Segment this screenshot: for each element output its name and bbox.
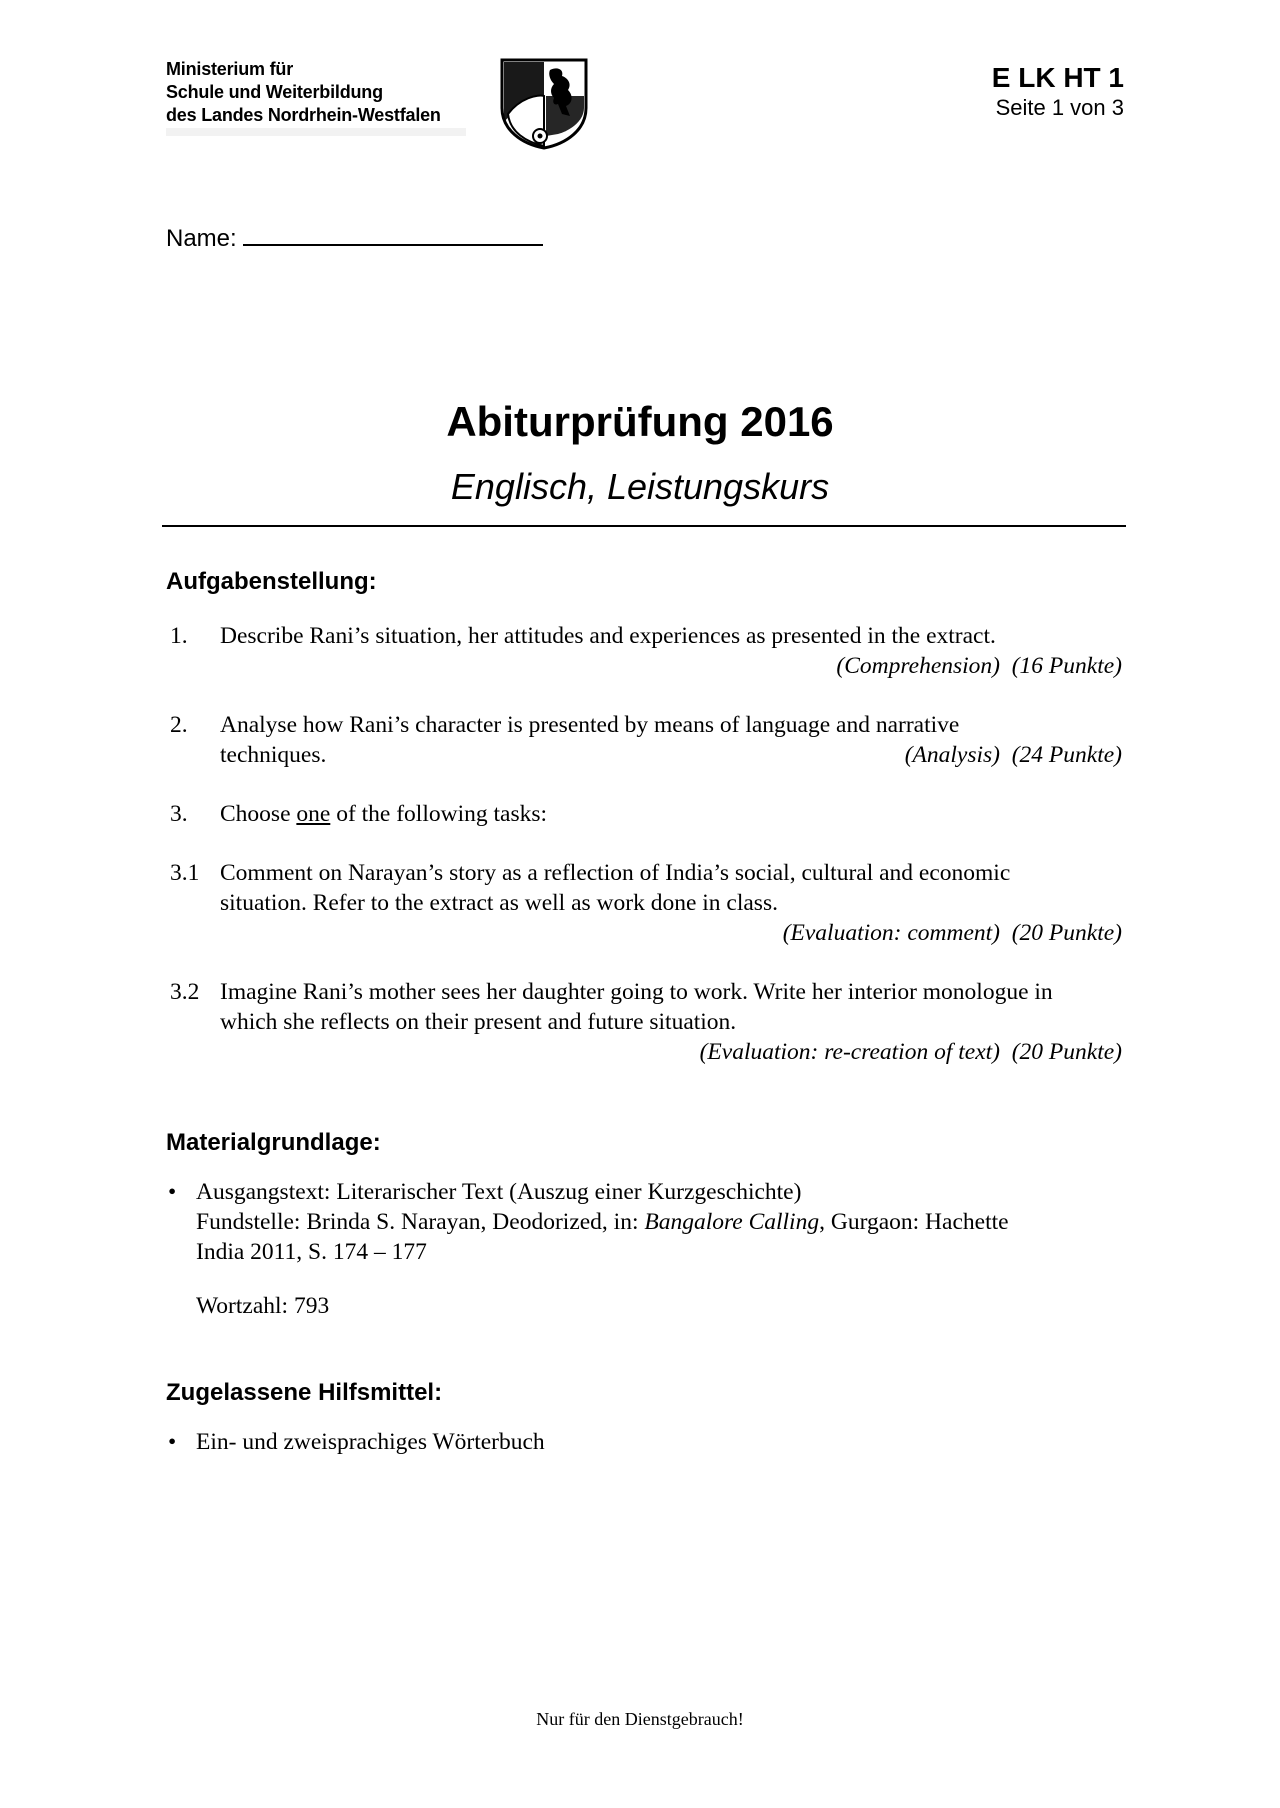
footer-note: Nur für den Dienstgebrauch! [536,1709,744,1729]
task-number: 1. [170,623,188,649]
material-source-type: Ausgangstext: Literarischer Text (Auszug einer Kurzgeschichte) [196,1179,802,1205]
exam-code-block [992,62,1124,122]
ministry-name [166,58,441,127]
task-number: 3. [170,801,188,827]
material-citation: India 2011, S. 174 – 177 [196,1239,427,1265]
material-book-title: Bangalore Calling [644,1209,820,1235]
task-category: (Evaluation: comment) [782,920,1000,946]
coat-of-arms-icon [498,56,590,150]
task-text: situation. Refer to the extract as well as work done in class. [220,890,778,916]
ministry-line: Ministerium für [166,59,294,79]
name-field[interactable] [166,222,543,253]
task-text: Analyse how Rani’s character is presented by means of language and narrative [220,712,960,738]
word-count: Wortzahl: 793 [196,1293,330,1319]
ministry-line: Schule und Weiterbildung [166,82,383,102]
page-number: Seite 1 von 3 [995,95,1124,120]
task-text-underlined: one [296,801,331,827]
task-number: 3.2 [170,979,200,1005]
bullet-icon: • [168,1429,177,1455]
task-points: (20 Punkte) [1011,1039,1122,1065]
task-item [166,858,1122,948]
aids-item [166,1427,1116,1457]
material-heading: Materialgrundlage: [166,1129,381,1156]
task-text: Describe Rani’s situation, her attitudes and experiences as presented in the extract. [220,623,996,649]
task-points: (20 Punkte) [1011,920,1122,946]
task-item [166,710,1122,770]
task-category: (Comprehension) [836,653,1000,679]
task-text: Imagine Rani’s mother sees her daughter going to work. Write her interior monologue in [220,979,1053,1005]
page-subtitle: Englisch, Leistungskurs [450,466,830,507]
task-category: (Analysis) [904,742,1000,768]
name-blank-line[interactable] [243,222,543,246]
title-divider [162,525,1126,527]
material-item [166,1177,1116,1321]
task-number: 2. [170,712,188,738]
task-text: of the following tasks: [330,801,548,827]
bullet-icon: • [168,1179,177,1205]
name-label: Name: [166,225,237,252]
task-points: (24 Punkte) [1011,742,1122,768]
task-item [166,799,1116,829]
task-item [166,621,1122,681]
task-text: which she reflects on their present and future situation. [220,1009,737,1035]
task-item [166,977,1122,1067]
tasks-heading: Aufgabenstellung: [166,568,377,595]
task-text: Comment on Narayan’s story as a reflection of India’s social, cultural and economic [220,860,1011,886]
exam-code: E LK HT 1 [991,62,1124,93]
aids-heading: Zugelassene Hilfsmittel: [166,1379,443,1406]
task-points: (16 Punkte) [1011,653,1122,679]
material-citation: Fundstelle: Brinda S. Narayan, Deodorized, in: [196,1209,645,1235]
aids-text: Ein- und zweisprachiges Wörterbuch [196,1429,545,1455]
task-text: techniques. [220,742,327,768]
task-number: 3.1 [170,860,200,886]
task-text: Choose [220,801,297,827]
faded-line [166,128,466,136]
material-citation: , Gurgaon: Hachette [819,1209,1009,1235]
page-title: Abiturprüfung 2016 [446,398,834,445]
task-category: (Evaluation: re-creation of text) [699,1039,1000,1065]
ministry-line: des Landes Nordrhein-Westfalen [166,105,441,125]
